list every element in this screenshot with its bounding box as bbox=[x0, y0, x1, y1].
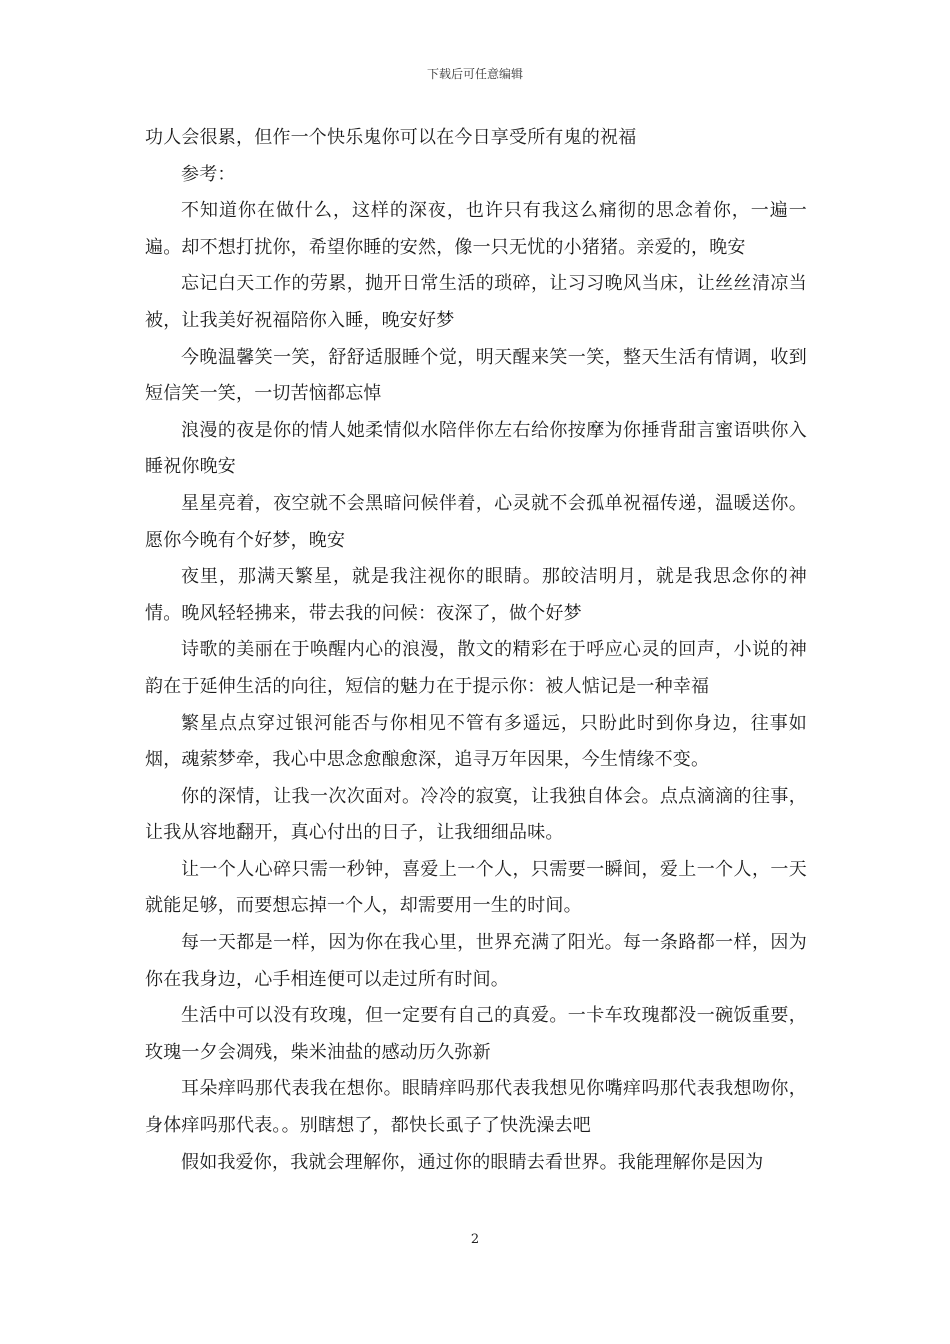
paragraph: 今晚温馨笑一笑，舒舒适服睡个觉，明天醒来笑一笑，整天生活有情调，收到短信笑一笑，一切苦恼都忘悼 bbox=[145, 346, 807, 405]
page-number: 2 bbox=[470, 1232, 480, 1247]
paragraph: 功人会很累，但作一个快乐鬼你可以在今日享受所有鬼的祝福 bbox=[145, 127, 637, 148]
paragraph: 生活中可以没有玫瑰，但一定要有自己的真爱。一卡车玫瑰都没一碗饭重要，玫瑰一夕会凋残，柴米油盐的感动历久弥新 bbox=[145, 1005, 807, 1063]
paragraph: 假如我爱你，我就会理解你，通过你的眼睛去看世界。我能理解你是因为 bbox=[181, 1151, 764, 1173]
paragraph: 每一天都是一样，因为你在我心里，世界充满了阳光。每一条路都一样，因为你在我身边，心手相连便可以走过所有时间。 bbox=[145, 932, 807, 990]
document-body bbox=[145, 120, 807, 1181]
page-header: 下载后可任意编辑 bbox=[426, 67, 523, 81]
paragraph: 参考： bbox=[181, 163, 236, 185]
paragraph: 耳朵痒吗那代表我在想你。眼睛痒吗那代表我想见你嘴痒吗那代表我想吻你，身体痒吗那代表。。别瞎想了，都快长虱子了快洗澡去吧 bbox=[145, 1078, 807, 1137]
paragraph: 诗歌的美丽在于唤醒内心的浪漫，散文的精彩在于呼应心灵的回声，小说的神韵在于延伸生活的向往，短信的魅力在于提示你：被人惦记是一种幸福 bbox=[145, 639, 807, 697]
paragraph: 繁星点点穿过银河能否与你相见不管有多遥远，只盼此时到你身边，往事如烟，魂萦梦牵，我心中思念愈酿愈深，追寻万年因果，今生情缘不变。 bbox=[145, 712, 807, 771]
paragraph: 你的深情，让我一次次面对。冷冷的寂寞，让我独自体会。点点滴滴的往事，让我从容地翻开，真心付出的日子，让我细细品味。 bbox=[145, 785, 807, 844]
paragraph: 星星亮着，夜空就不会黑暗问候伴着，心灵就不会孤单祝福传递，温暖送你。愿你今晚有个好梦，晚安 bbox=[145, 492, 807, 551]
paragraph: 浪漫的夜是你的情人她柔情似水陪伴你左右给你按摩为你捶背甜言蜜语哄你入睡祝你晚安 bbox=[145, 419, 807, 478]
paragraph: 夜里，那满天繁星，就是我注视你的眼睛。那皎洁明月，就是我思念你的神情。晚风轻轻拂来，带去我的问候：夜深了，做个好梦 bbox=[145, 566, 807, 624]
paragraph: 让一个人心碎只需一秒钟，喜爱上一个人，只需要一瞬间，爱上一个人，一天就能足够，而要想忘掉一个人，却需要用一生的时间。 bbox=[145, 858, 807, 917]
paragraph: 不知道你在做什么，这样的深夜，也许只有我这么痛彻的思念着你，一遍一遍。却不想打扰你，希望你睡的安然，像一只无忧的小猪猪。亲爱的，晚安 bbox=[145, 200, 807, 258]
paragraph: 忘记白天工作的劳累，抛开日常生活的琐碎，让习习晚风当床，让丝丝清凉当被，让我美好祝福陪你入睡，晚安好梦 bbox=[145, 273, 807, 331]
